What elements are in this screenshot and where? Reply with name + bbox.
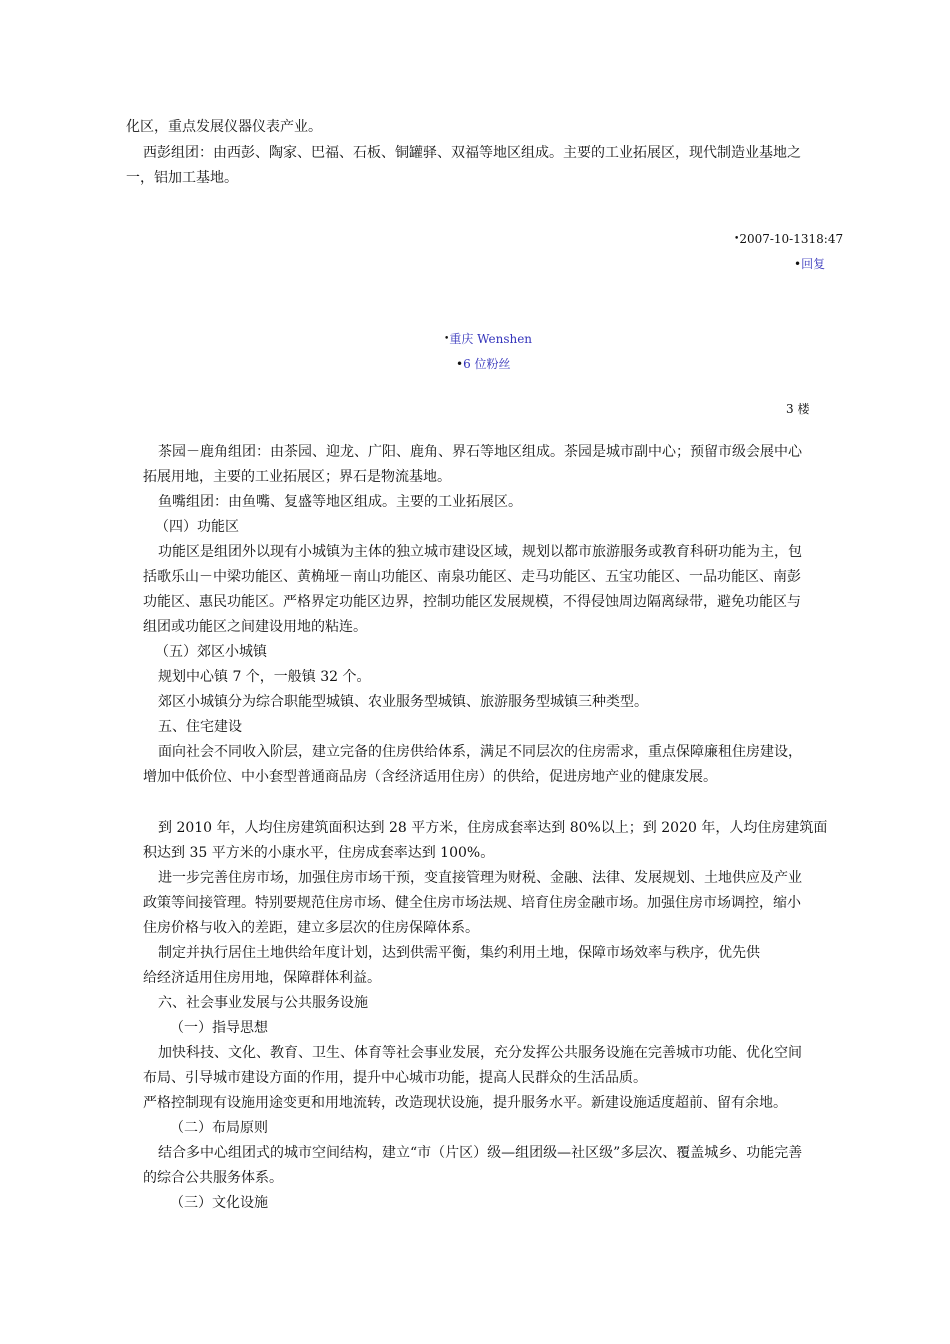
reply-link[interactable] [794, 256, 825, 272]
author-fans[interactable] [456, 356, 511, 372]
post2-text-line: 组团或功能区之间建设用地的粘连。 [143, 619, 367, 635]
post2-text-line: 住房价格与收入的差距，建立多层次的住房保障体系。 [143, 920, 479, 936]
post-timestamp [734, 231, 843, 247]
post2-text-line: 加快科技、文化、教育、卫生、体育等社会事业发展，充分发挥公共服务设施在完善城市功能、优化空间 [158, 1045, 802, 1061]
post2-text-line: 政策等间接管理。特别要规范住房市场、健全住房市场法规、培育住房金融市场。加强住房市场调控，缩小 [143, 895, 801, 911]
post2-text-line: 鱼嘴组团：由鱼嘴、复盛等地区组成。主要的工业拓展区。 [158, 494, 522, 510]
author-name[interactable]: 重庆 Wenshen [449, 332, 533, 346]
post2-text-line: 制定并执行居住土地供给年度计划，达到供需平衡，集约利用土地，保障市场效率与秩序，优先供 [158, 945, 760, 961]
post2-text-line: 严格控制现有设施用途变更和用地流转，改造现状设施，提升服务水平。新建设施适度超前、留有余地。 [143, 1095, 787, 1111]
post2-text-line: （一）指导思想 [170, 1020, 268, 1036]
post2-text-line: 规划中心镇 7 个，一般镇 32 个。 [158, 669, 371, 685]
timestamp-text: 2007-10-1318:47 [739, 232, 844, 246]
post2-text-line: 功能区是组团外以现有小城镇为主体的独立城市建设区域，规划以都市旅游服务或教育科研功能为主，包 [158, 544, 802, 560]
post2-text-line: 面向社会不同收入阶层，建立完备的住房供给体系，满足不同层次的住房需求，重点保障廉租住房建设， [158, 744, 802, 760]
post2-text-line: （二）布局原则 [170, 1120, 268, 1136]
post2-text-line: 进一步完善住房市场，加强住房市场干预，变直接管理为财税、金融、法律、发展规划、土地供应及产业 [158, 870, 802, 886]
post2-text-line: （四）功能区 [155, 519, 239, 535]
post1-text-line: 一，铝加工基地。 [126, 170, 238, 186]
post2-text-line: 的综合公共服务体系。 [143, 1170, 283, 1186]
post2-text-line: 五、住宅建设 [158, 719, 242, 735]
post2-text-line: 布局、引导城市建设方面的作用，提升中心城市功能，提高人民群众的生活品质。 [143, 1070, 647, 1086]
post2-text-line: 积达到 35 平方米的小康水平，住房成套率达到 100%。 [143, 845, 495, 861]
post2-text-line: 拓展用地，主要的工业拓展区；界石是物流基地。 [143, 469, 451, 485]
bullet-icon: • [734, 234, 740, 244]
post2-text-line: （五）郊区小城镇 [155, 644, 267, 660]
post2-text-line: 功能区、惠民功能区。严格界定功能区边界，控制功能区发展规模，不得侵蚀周边隔离绿带，避免功能区与 [143, 594, 801, 610]
post2-text-line: 括歌乐山－中梁功能区、黄桷垭－南山功能区、南泉功能区、走马功能区、五宝功能区、一品功能区、南彭 [143, 569, 801, 585]
post2-text-line: 给经济适用住房用地，保障群体利益。 [143, 970, 381, 986]
author-link[interactable] [444, 331, 532, 347]
post1-text-line: 化区，重点发展仪器仪表产业。 [126, 119, 322, 135]
fans-count[interactable]: 6 位粉丝 [463, 357, 511, 371]
floor-number: 3 楼 [786, 402, 810, 416]
post1-text-line: 西彭组团：由西彭、陶家、巴福、石板、铜罐驿、双福等地区组成。主要的工业拓展区，现代制造业基地之 [143, 145, 801, 161]
post2-text-line: 郊区小城镇分为综合职能型城镇、农业服务型城镇、旅游服务型城镇三种类型。 [158, 694, 648, 710]
bullet-icon: • [456, 357, 464, 371]
post2-text-line: 六、社会事业发展与公共服务设施 [158, 995, 368, 1011]
post2-text-line: 结合多中心组团式的城市空间结构，建立“市（片区）级—组团级—社区级”多层次、覆盖城乡、功能完善 [158, 1145, 803, 1161]
post2-text-line: （三）文化设施 [170, 1195, 268, 1211]
bullet-icon: • [794, 257, 802, 271]
post2-text-line: 茶园－鹿角组团：由茶园、迎龙、广阳、鹿角、界石等地区组成。茶园是城市副中心；预留市级会展中心 [158, 444, 802, 460]
post2-text-line: 到 2010 年，人均住房建筑面积达到 28 平方米，住房成套率达到 80%以上；到 2020 年，人均住房建筑面 [158, 820, 828, 836]
reply-link-label[interactable]: 回复 [801, 257, 826, 271]
bullet-icon: • [444, 334, 450, 344]
post2-text-line: 增加中低价位、中小套型普通商品房（含经济适用住房）的供给，促进房地产业的健康发展。 [143, 769, 717, 785]
